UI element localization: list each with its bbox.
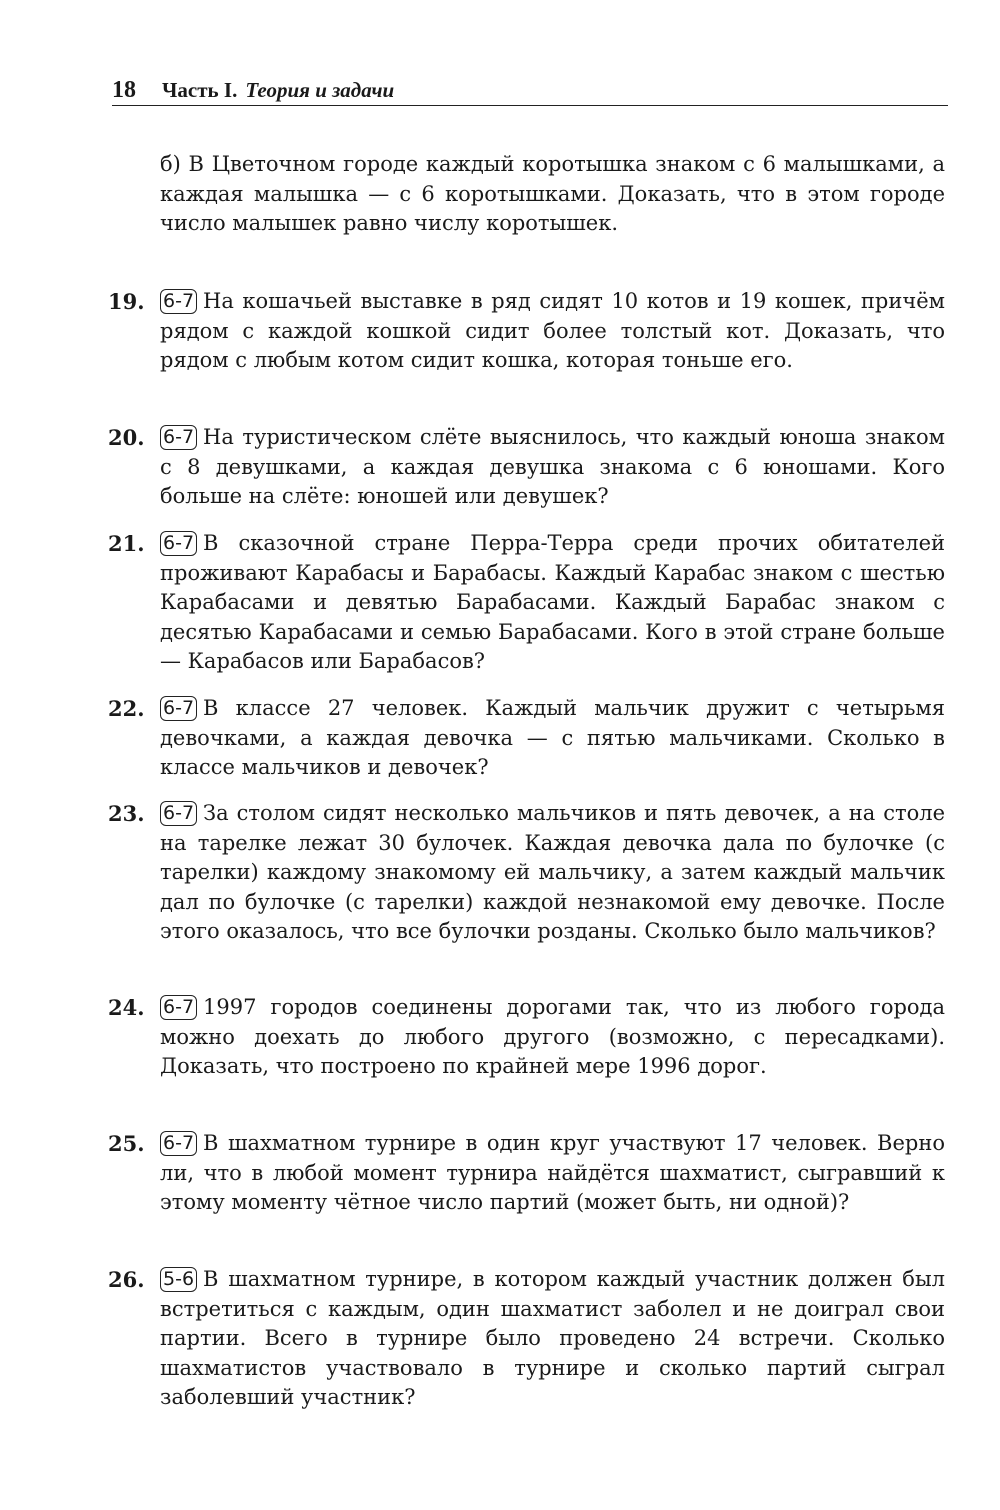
problem-body: На кошачьей выставке в ряд сидят 10 котов и 19 кошек, причём рядом с каждой кошкой сидит более толстый кот. Доказать, что рядом с любым котом сидит кошка, которая тоньше его. [160, 289, 945, 372]
problem-body: За столом сидят несколько мальчиков и пять девочек, а на столе на тарелке лежат 30 булочек. Каждая девочка дала по булочке (с тарелки) каждому знакомому ей мальчику, а затем каждый мальчик дал по булочке (с тарелки) каждой незнакомой ему девочке. После этого оказалось, что все булочки розданы. Сколько было мальчиков? [160, 801, 945, 943]
grade-badge: 5-6 [160, 1267, 197, 1292]
problem-number: 22. [108, 696, 145, 721]
problem-25 [108, 1129, 945, 1218]
problem-text [160, 1129, 945, 1218]
running-header [112, 72, 948, 106]
problem-body: В классе 27 человек. Каждый мальчик дружит с четырьмя девочками, а каждая девочка — с пятью мальчиками. Сколько в классе мальчиков и девочек? [160, 696, 945, 779]
problem-text [160, 993, 945, 1082]
grade-badge: 6-7 [160, 801, 197, 826]
problem-19 [108, 287, 945, 376]
problem-20 [108, 423, 945, 512]
problem-text [160, 529, 945, 677]
page-number: 18 [112, 77, 136, 103]
problem-text [160, 694, 945, 783]
problem-number: 25. [108, 1131, 145, 1156]
problem-body: В сказочной стране Перра-Терра среди прочих обитателей проживают Карабасы и Барабасы. Каждый Карабас знаком с шестью Карабасами и девятью Барабасами. Каждый Барабас знаком с десятью Карабасами и семью Барабасами. Кого в этой стране больше — Карабасов или Барабасов? [160, 531, 945, 673]
grade-badge: 6-7 [160, 995, 197, 1020]
header-title: Теория и задачи [245, 78, 395, 102]
problem-body: В шахматном турнире, в котором каждый участник должен был встретиться с каждым, один шахматист заболел и не доиграл свои партии. Всего в турнире было проведено 24 встречи. Сколько шахматистов участвовало в турнире и сколько партий сыграл заболевший участник? [160, 1267, 945, 1409]
problem-text [160, 1265, 945, 1413]
grade-badge: 6-7 [160, 425, 197, 450]
problem-number: 19. [108, 289, 145, 314]
problem-26 [108, 1265, 945, 1413]
problem-text [160, 287, 945, 376]
problem-number: 21. [108, 531, 145, 556]
problem-number: 23. [108, 801, 145, 826]
grade-badge: 6-7 [160, 1131, 197, 1156]
problem-body: В шахматном турнире в один круг участвуют 17 человек. Верно ли, что в любой момент турнира найдётся шахматист, сыгравший к этому моменту чётное число партий (может быть, ни одной)? [160, 1131, 945, 1214]
problem-24 [108, 993, 945, 1082]
problem-22 [108, 694, 945, 783]
problem-21 [108, 529, 945, 677]
problem-text [160, 799, 945, 947]
problem-number: 24. [108, 995, 145, 1020]
problem-body: 1997 городов соединены дорогами так, что из любого города можно доехать до любого другого (возможно, с пересадками). Доказать, что построено по крайней мере 1996 дорог. [160, 995, 945, 1078]
problem-text [160, 423, 945, 512]
problem-number: 20. [108, 425, 145, 450]
grade-badge: 6-7 [160, 531, 197, 556]
problem-body: На туристическом слёте выяснилось, что каждый юноша знаком с 8 девушками, а каждая девушка знакома с 6 юношами. Кого больше на слёте: юношей или девушек? [160, 425, 945, 508]
problem-number: 26. [108, 1267, 145, 1292]
intro-paragraph: б) В Цветочном городе каждый коротышка знаком с 6 малышками, а каждая малышка — с 6 коротышками. Доказать, что в этом городе число малышек равно числу коротышек. [160, 152, 945, 235]
problem-23 [108, 799, 945, 947]
grade-badge: 6-7 [160, 289, 197, 314]
header-part: Часть I. [162, 78, 238, 102]
grade-badge: 6-7 [160, 696, 197, 721]
